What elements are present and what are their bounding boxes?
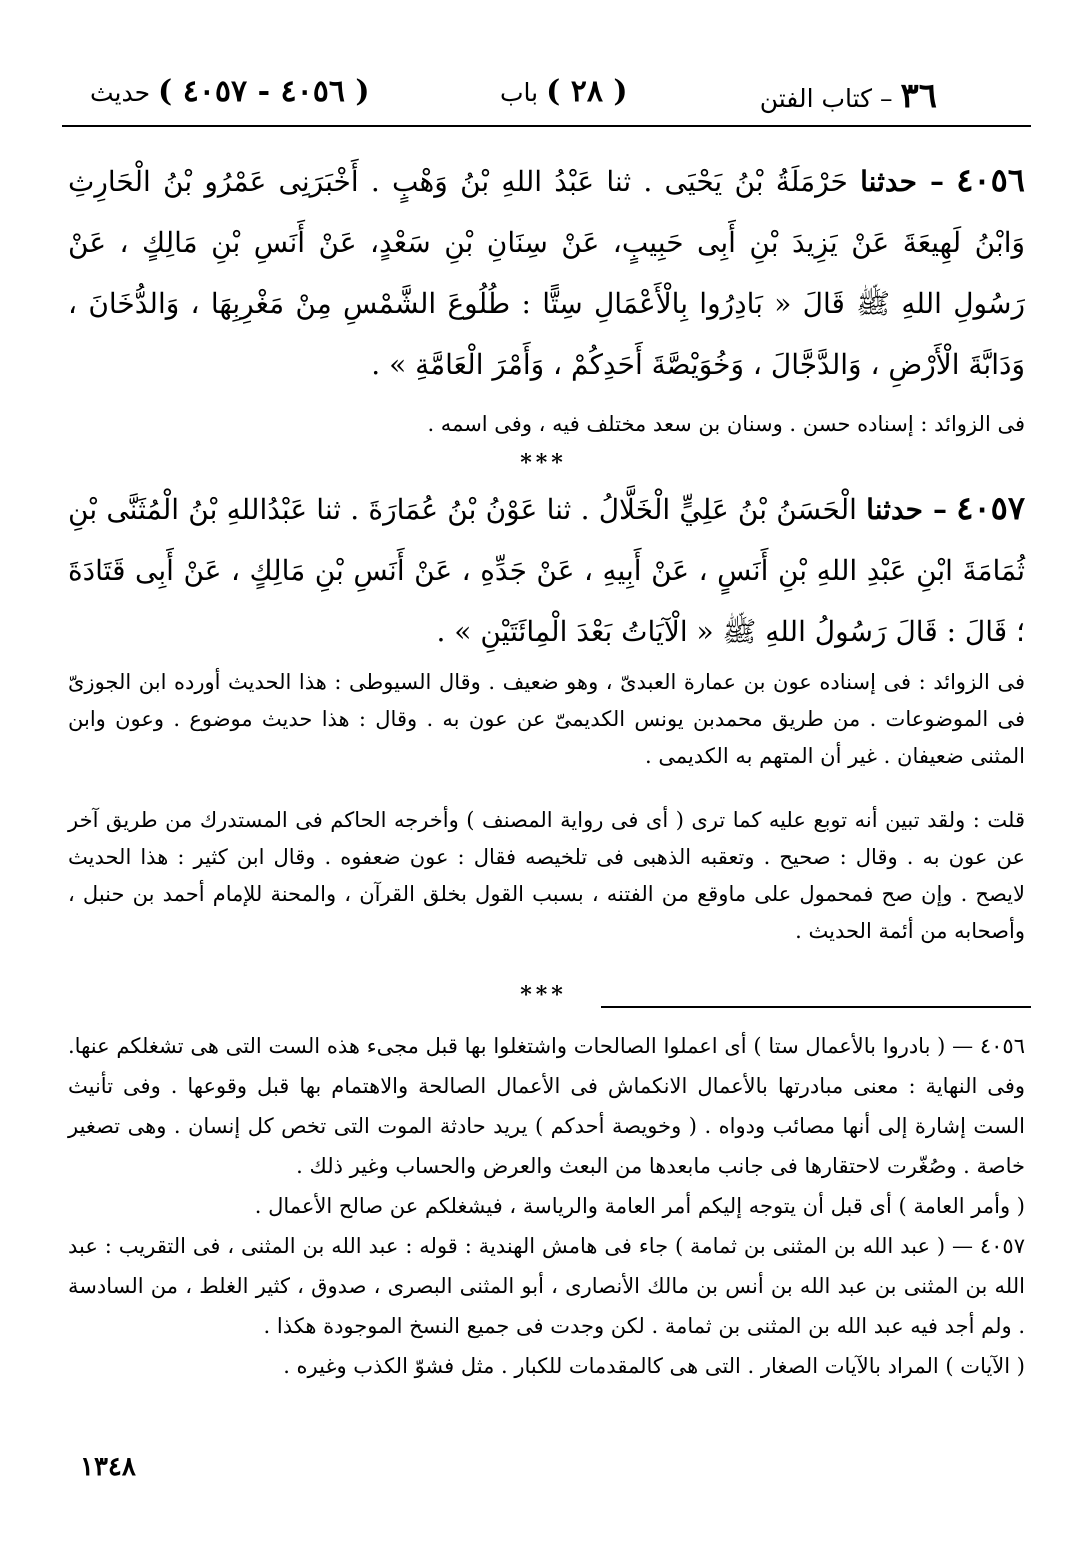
footnote-amr-al-amma: ( وأمر العامة ) أى قبل أن يتوجه إليكم أمر العامة والرياسة ، فيشغلكم عن صالح الأعمال .	[254, 1194, 1025, 1218]
haddathana-label: – حدثنا	[866, 493, 948, 526]
footnotes	[68, 1026, 1025, 1386]
separator-stars: ***	[520, 982, 567, 1008]
header-chapter-number: ( ٢٨ )	[546, 74, 628, 109]
zawaid-text: فى الزوائد : إسناده حسن . وسنان بن سعد مختلف فيه ، وفى اسمه .	[427, 412, 1025, 436]
header-page-number: ٣٦	[900, 76, 937, 116]
hadith-4057	[68, 478, 1025, 662]
separator-stars: ***	[520, 450, 567, 476]
header-hadith-label: حديث	[90, 78, 151, 107]
footnote-al-ayat: ( الآيات ) المراد بالآيات الصغار . التى هى كالمقدمات للكبار . مثل فشوّ الكذب وغيره .	[283, 1354, 1025, 1378]
hadith-text: حَرْمَلَةُ بْنُ يَحْيَى . ثنا عَبْدُ اللهِ بْنُ وَهْبٍ . أَخْبَرَنِى عَمْرُو بْنُ الْحَارِثِ وَابْنُ لَهِيعَةَ عَنْ يَزِيدَ بْنِ أَبِى حَبِيبٍ، عَنْ سِنَانِ بْنِ سَعْدٍ، عَنْ أَنَسِ بْنِ مَالِكٍ ، عَنْ رَسُولِ اللهِ ﷺ قَالَ « بَادِرُوا بِالْأَعْمَالِ سِتًّا : طُلُوعَ الشَّمْسِ مِنْ مَغْرِبِهَا ، وَالدُّخَانَ ، وَدَابَّةَ الْأَرْضِ ، وَالدَّجَّالَ ، وَخُوَيْصَّةَ أَحَدِكُمْ ، وَأَمْرَ الْعَامَّةِ » .	[68, 165, 1025, 381]
footnote-4056: ٤٠٥٦ — ( بادروا بالأعمال ستا ) أى اعملوا الصالحات واشتغلوا بها قبل مجىء هذه الست التى هى تشغلكم عنها. وفى النهاية : معنى مبادرتها بالأعمال الانكماش فى الأعمال الصالحة والاهتمام بها قبل وقوعها . وفى تأنيث الست إشارة إلى أنها مصائب ودواه . ( وخويصة أحدكم ) يريد حادثة الموت التى تخص كل إنسان . وهى تصغير خاصة . وصُغّرت لاحتقارها فى جانب مابعدها من البعث والعرض والحساب وغير ذلك .	[68, 1034, 1025, 1178]
zawaid-text: فى الزوائد : فى إسناده عون بن عمارة العبدىّ ، وهو ضعيف . وقال السيوطى : هذا الحديث أورده ابن الجوزىّ فى الموضوعات . من طريق محمدبن يونس الكديمىّ عن عون به . وقال : هذا حديث موضوع . وعون وابن المثنى ضعيفان . غير أن المتهم به الكديمى .	[68, 670, 1025, 768]
zawaid-note-4056	[68, 406, 1025, 443]
hadith-text: الْحَسَنُ بْنُ عَلِيٍّ الْخَلَّالُ . ثنا عَوْنُ بْنُ عُمَارَةَ . ثنا عَبْدُاللهِ بْنُ الْمُثَنَّى بْنِ ثُمَامَةَ ابْنِ عَبْدِ اللهِ بْنِ أَنَسٍ ، عَنْ أَبِيهِ ، عَنْ جَدِّهِ ، عَنْ أَنَسِ بْنِ مَالِكٍ ، عَنْ أَبِى قَتَادَةَ ؛ قَالَ : قَالَ رَسُولُ اللهِ ﷺ « الْآيَاتُ بَعْدَ الْمِائَتَيْنِ » .	[68, 493, 1025, 648]
header-hadith-range	[90, 74, 370, 109]
hadith-4056	[68, 150, 1025, 395]
header-chapter-label: باب	[500, 78, 539, 107]
header-book-title: – كتاب الفتن	[759, 84, 893, 113]
hadith-number: ٤٠٥٧	[956, 489, 1026, 527]
header-chapter	[500, 74, 628, 109]
zawaid-note-4057	[68, 664, 1025, 775]
haddathana-label: – حدثنا	[860, 165, 944, 198]
commentary-qultu	[68, 802, 1025, 950]
running-header	[90, 70, 937, 120]
header-hadith-numbers: ( ٤٠٥٦ - ٤٠٥٧ )	[158, 74, 370, 109]
qultu-text: قلت : ولقد تبين أنه توبع عليه كما ترى ( أى فى رواية المصنف ) وأخرجه الحاكم فى المستدرك من طريق آخر عن عون به . وقال : صحيح . وتعقبه الذهبى فى تلخيصه فقال : عون ضعفوه . وقال ابن كثير : هذا الحديث لايصح . وإن صح فمحمول على ماوقع من الفتنه ، بسبب القول بخلق القرآن ، والمحنة للإمام أحمد بن حنبل ، وأصحابه من أئمة الحديث .	[68, 808, 1025, 943]
header-rule	[62, 125, 1031, 127]
footnote-4057: ٤٠٥٧ — ( عبد الله بن المثنى بن ثمامة ) جاء فى هامش الهندية : قوله : عبد الله بن المثنى ، فى التقريب : عبد الله بن المثنى بن عبد الله بن أنس بن مالك الأنصارى ، أبو المثنى البصرى ، صدوق ، كثير الغلط ، من السادسة . ولم أجد فيه عبد الله بن المثنى بن ثمامة . لكن وجدت فى جميع النسخ الموجودة هكذا .	[68, 1234, 1025, 1338]
header-page-and-title	[760, 76, 937, 116]
hadith-number: ٤٠٥٦	[956, 161, 1025, 199]
footnote-rule	[601, 1006, 1031, 1008]
footer-page-number: ١٣٤٨	[80, 1452, 136, 1482]
